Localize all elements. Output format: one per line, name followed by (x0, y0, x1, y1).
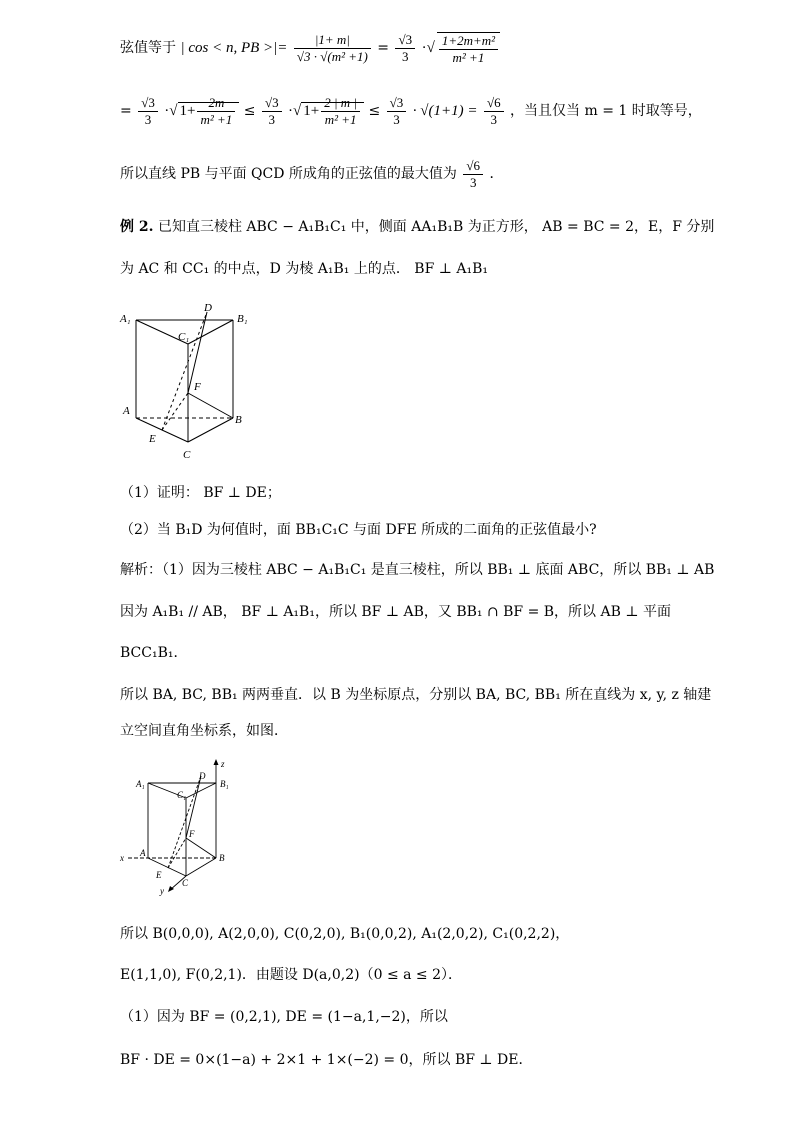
fraction-c-num: √3 (262, 95, 282, 112)
label2-a1: A₁ (136, 779, 145, 789)
line2-tail: ，当且仅当 m = 1 时取等号， (510, 103, 702, 119)
label2-e: E (156, 870, 162, 880)
label-a1: A₁ (120, 313, 131, 325)
equals-2: = (120, 103, 132, 119)
cos-expression: | cos < n, PB >|= (180, 40, 288, 56)
label-c1: C₁ (178, 331, 190, 343)
fraction-b-num: 2m (197, 95, 235, 112)
fraction-a-den: 3 (144, 111, 152, 127)
fraction-e-num: √3 (387, 95, 407, 112)
fraction-2-den: 3 (402, 48, 409, 64)
label-c: C (183, 449, 191, 461)
fraction-c (262, 95, 282, 128)
label2-f: F (189, 829, 195, 839)
fraction-1-num: |1+ m| (294, 32, 371, 49)
conclusion-line (120, 156, 503, 192)
example-2-line-2: 为 AC 和 CC₁ 的中点，D 为棱 A₁B₁ 上的点． BF ⊥ A₁B₁ (120, 261, 488, 277)
fraction-d-num: 2 | m | (321, 95, 360, 112)
prism-figure-2 (118, 758, 238, 898)
label2-c1: C₁ (177, 790, 187, 800)
conclusion-den: 3 (469, 174, 477, 190)
fraction-2 (395, 32, 415, 65)
example-2-text: 已知直三棱柱 ABC − A₁B₁C₁ 中，侧面 AA₁B₁B 为正方形， AB = BC = 2，E，F 分别 (157, 219, 715, 235)
question-1: （1）证明： BF ⊥ DE； (120, 485, 281, 501)
line1-prefix: 弦值等于 (120, 40, 176, 56)
sqrt-b: ·√ 1+ $\frac{2m}{\text{m² +1}}$ (164, 102, 239, 119)
label-e: E (149, 433, 156, 445)
sqrt-d: ·√ 1+ $\frac{2 | m |}{\text{m² +1}}$ (288, 102, 364, 119)
label2-d: D (199, 771, 206, 781)
example-2-label: 例 2. (120, 219, 154, 235)
solution-line-4: 所以 BA, BC, BB₁ 两两垂直．以 B 为坐标原点，分别以 BA, BC, BB₁ 所在直线为 x, y, z 轴建 (120, 687, 712, 703)
conclusion-end: ． (489, 166, 504, 182)
label-a: A (123, 405, 130, 417)
conclusion-fraction (463, 158, 483, 191)
coordinates-line-2: E(1,1,0), F(0,2,1)．由题设 D(a,0,2)（0 ≤ a ≤ 2）． (120, 967, 463, 983)
fraction-e (387, 95, 407, 128)
conclusion-text: 所以直线 PB 与平面 QCD 所成角的正弦值的最大值为 (120, 166, 457, 182)
example-2-line-1 (120, 217, 714, 237)
label2-x: x (120, 853, 124, 863)
solution-line-3: BCC₁B₁． (120, 645, 188, 661)
le-2: ≤ (368, 103, 381, 119)
equals: = (377, 40, 390, 56)
fraction-1 (294, 32, 371, 65)
fraction-d-den: m² +1 (324, 112, 357, 128)
label-f: F (194, 381, 201, 393)
solution-line-2: 因为 A₁B₁ // AB， BF ⊥ A₁B₁，所以 BF ⊥ AB，又 BB₁ ∩ BF = B，所以 AB ⊥ 平面 (120, 604, 671, 620)
label2-c: C (182, 878, 189, 888)
conclusion-num: √6 (463, 158, 483, 175)
coordinates-line-1: 所以 B(0,0,0), A(2,0,0), C(0,2,0), B₁(0,0,2), A₁(2,0,2), C₁(0,2,2)， (120, 926, 570, 942)
z-axis-arrow-icon (214, 759, 219, 765)
label2-b1: B₁ (220, 779, 229, 789)
label-d: D (204, 302, 212, 314)
label2-a: A (140, 848, 146, 858)
sqrt-1-num: 1+2m+m² (439, 33, 498, 50)
fraction-f-num: √6 (484, 95, 504, 112)
fraction-b-den: m² +1 (200, 112, 233, 128)
label-b: B (235, 414, 242, 426)
line2-mid: · √(1+1) = (412, 103, 478, 119)
proof-line-2: BF · DE = 0×(1−a) + 2×1 + 1×(−2) = 0，所以 BF ⊥ DE． (120, 1052, 533, 1068)
fraction-c-den: 3 (268, 111, 275, 127)
fraction-1-den: √3 · √(m² +1) (296, 48, 368, 64)
label-b1: B₁ (237, 313, 248, 325)
label2-y: y (160, 886, 164, 896)
solution-line-1: 解析：（1）因为三棱柱 ABC − A₁B₁C₁ 是直三棱柱，所以 BB₁ ⊥ 底面 ABC，所以 BB₁ ⊥ AB (120, 562, 715, 578)
fraction-a-num: √3 (138, 95, 158, 112)
question-2: （2）当 B₁D 为何值时，面 BB₁C₁C 与面 DFE 所成的二面角的正弦值最小? (120, 522, 597, 538)
sqrt-1-den: m² +1 (452, 49, 485, 65)
label2-z: z (221, 759, 225, 769)
fraction-f-den: 3 (490, 111, 497, 127)
fraction-f (484, 95, 504, 128)
prism-figure-1 (118, 302, 258, 462)
label2-b: B (219, 853, 225, 863)
solution-line-5: 立空间直角坐标系，如图． (120, 723, 288, 739)
le-1: ≤ (243, 103, 256, 119)
formula-line-2 (120, 93, 702, 129)
fraction-a (138, 95, 158, 128)
proof-line-1: （1）因为 BF = (0,2,1), DE = (1−a,1,−2)，所以 (120, 1009, 448, 1025)
fraction-e-den: 3 (393, 111, 400, 127)
fraction-2-num: √3 (395, 32, 415, 49)
sqrt-1: ·√ $\frac{\text{1+2m+m²}}{\text{m² +1}}$ (422, 40, 502, 56)
formula-line-1 (120, 30, 502, 66)
